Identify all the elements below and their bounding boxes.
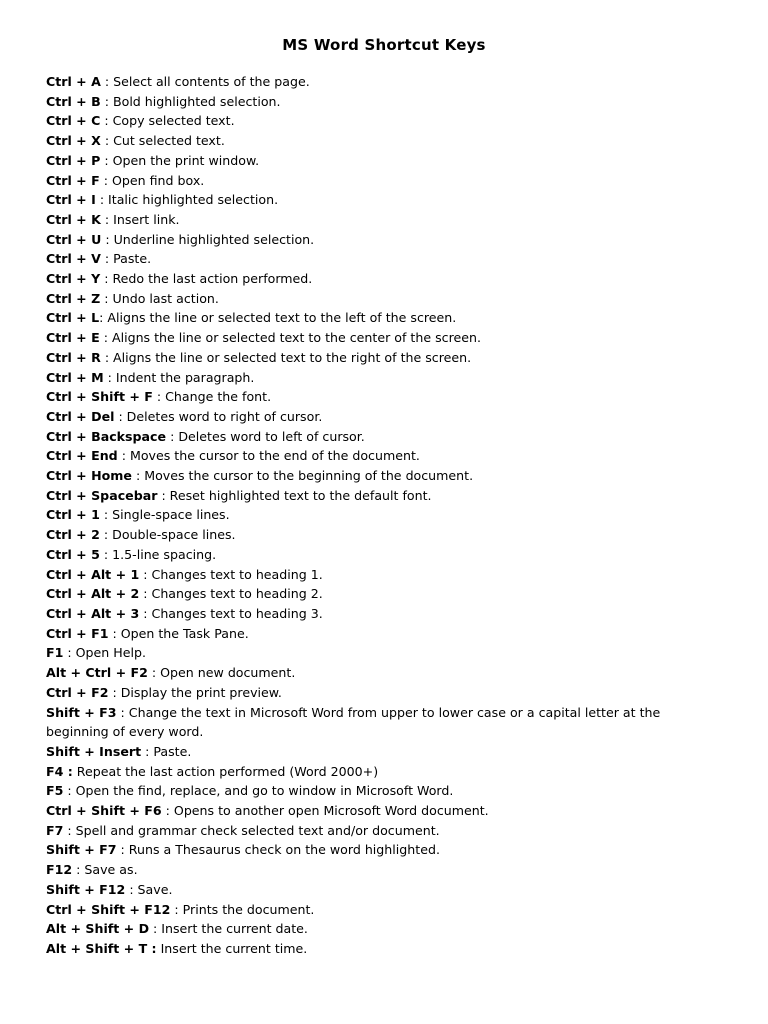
- shortcut-key: Shift + F3: [46, 704, 117, 720]
- shortcut-description: : Changes text to heading 1.: [139, 566, 323, 582]
- shortcut-description: : Change the font.: [152, 389, 272, 405]
- shortcut-key: Ctrl + 5: [46, 546, 100, 562]
- shortcut-key: Ctrl + L: [46, 310, 100, 326]
- shortcut-item: [46, 328, 726, 348]
- shortcut-key: Ctrl + 2: [46, 527, 100, 543]
- shortcut-description: : Deletes word to left of cursor.: [166, 428, 365, 444]
- shortcut-key: Alt + Shift + T :: [46, 940, 157, 956]
- shortcut-key: Ctrl + Alt + 2: [46, 586, 140, 602]
- shortcut-key: Ctrl + F: [46, 172, 100, 188]
- shortcut-item: [46, 269, 726, 289]
- shortcut-description: : Redo the last action performed.: [100, 271, 313, 287]
- shortcut-key: Ctrl + Shift + F6: [46, 803, 162, 819]
- shortcut-item: [46, 860, 726, 880]
- shortcut-description: : Open new document.: [147, 665, 296, 681]
- shortcut-item: [46, 72, 726, 92]
- shortcut-key: Ctrl + Shift + F12: [46, 901, 171, 917]
- shortcut-description: : Save.: [125, 881, 173, 897]
- shortcut-description: : Double-space lines.: [99, 527, 236, 543]
- shortcut-description: : Aligns the line or selected text to the right of the screen.: [100, 349, 472, 365]
- shortcut-item: [46, 545, 726, 565]
- shortcut-item: [46, 368, 726, 388]
- shortcut-description: : Display the print preview.: [108, 684, 282, 700]
- shortcut-item: [46, 801, 726, 821]
- shortcut-key: Ctrl + Shift + F: [46, 389, 153, 405]
- shortcut-description: : Select all contents of the page.: [100, 74, 310, 89]
- shortcut-description: : Deletes word to right of cursor.: [114, 408, 323, 424]
- shortcut-item: [46, 565, 726, 585]
- shortcut-item: [46, 151, 726, 171]
- shortcut-key: Ctrl + X: [46, 133, 101, 149]
- shortcut-key: Shift + F12: [46, 881, 126, 897]
- shortcut-description: : Open the print window.: [100, 152, 260, 168]
- shortcut-description: : Open find box.: [99, 172, 205, 188]
- shortcut-item: [46, 111, 726, 131]
- shortcut-key: Ctrl + Home: [46, 468, 132, 484]
- shortcut-key: Ctrl + E: [46, 330, 100, 346]
- shortcut-item: [46, 663, 726, 683]
- shortcut-key: F5: [46, 783, 64, 799]
- shortcut-description: : Bold highlighted selection.: [100, 93, 281, 109]
- shortcut-description: : Change the text in Microsoft Word from upper to lower case or a capital letter at the beginning of every word.: [46, 704, 661, 740]
- shortcut-item: [46, 703, 726, 742]
- shortcut-key: Alt + Ctrl + F2: [46, 665, 148, 681]
- shortcut-description: : Moves the cursor to the beginning of the document.: [131, 468, 474, 484]
- shortcut-item: [46, 210, 726, 230]
- shortcut-key: Ctrl + Y: [46, 271, 101, 287]
- shortcut-key: Ctrl + V: [46, 251, 101, 267]
- shortcut-item: [46, 762, 726, 782]
- shortcut-key: F4 :: [46, 763, 73, 779]
- shortcut-item: [46, 348, 726, 368]
- shortcut-key: Shift + F7: [46, 842, 117, 858]
- shortcut-key: Ctrl + B: [46, 93, 101, 109]
- shortcut-item: [46, 230, 726, 250]
- shortcut-item: [46, 289, 726, 309]
- shortcut-item: [46, 840, 726, 860]
- shortcut-description: : Aligns the line or selected text to the left of the screen.: [99, 310, 457, 326]
- shortcut-key: Ctrl + R: [46, 349, 101, 365]
- shortcut-item: [46, 919, 726, 939]
- shortcut-description: : Open the find, replace, and go to window in Microsoft Word.: [63, 783, 454, 799]
- shortcut-key: Ctrl + Del: [46, 408, 115, 424]
- shortcut-description: : Indent the paragraph.: [103, 369, 255, 385]
- shortcut-item: [46, 171, 726, 191]
- shortcut-description: : 1.5-line spacing.: [99, 546, 217, 562]
- shortcut-description: : Copy selected text.: [100, 113, 235, 129]
- shortcut-key: Ctrl + K: [46, 211, 101, 227]
- shortcut-item: [46, 387, 726, 407]
- shortcut-description: : Italic highlighted selection.: [95, 192, 279, 208]
- shortcut-item: [46, 821, 726, 841]
- shortcut-list: [46, 72, 726, 959]
- shortcut-description: : Cut selected text.: [100, 133, 225, 149]
- shortcut-item: [46, 505, 726, 525]
- shortcut-description: : Single-space lines.: [99, 507, 230, 523]
- shortcut-item: [46, 427, 726, 447]
- shortcut-key: Ctrl + F2: [46, 684, 109, 700]
- shortcut-description: : Insert link.: [100, 211, 180, 227]
- shortcut-description: : Insert the current date.: [149, 921, 308, 937]
- shortcut-item: [46, 308, 726, 328]
- shortcut-item: [46, 781, 726, 801]
- shortcut-description: : Reset highlighted text to the default font.: [157, 487, 432, 503]
- shortcut-item: [46, 466, 726, 486]
- shortcut-description: : Paste.: [100, 251, 152, 267]
- shortcut-key: Ctrl + F1: [46, 625, 109, 641]
- shortcut-key: Ctrl + Z: [46, 290, 101, 306]
- shortcut-key: Ctrl + End: [46, 448, 118, 464]
- shortcut-key: Ctrl + 1: [46, 507, 100, 523]
- shortcut-key: F7: [46, 822, 64, 838]
- shortcut-description: : Prints the document.: [170, 901, 315, 917]
- shortcut-description: : Changes text to heading 3.: [139, 605, 323, 621]
- shortcut-key: Alt + Shift + D: [46, 921, 150, 937]
- shortcut-key: F1: [46, 645, 64, 661]
- shortcut-item: [46, 92, 726, 112]
- shortcut-item: [46, 604, 726, 624]
- shortcut-item: [46, 249, 726, 269]
- shortcut-item: [46, 683, 726, 703]
- shortcut-key: Ctrl + P: [46, 152, 101, 168]
- shortcut-description: : Moves the cursor to the end of the document.: [117, 448, 420, 464]
- shortcut-description: : Runs a Thesaurus check on the word highlighted.: [116, 842, 440, 858]
- shortcut-key: Shift + Insert: [46, 743, 142, 759]
- shortcut-description: : Save as.: [72, 862, 138, 878]
- shortcut-description: : Undo last action.: [100, 290, 219, 306]
- shortcut-key: Ctrl + Spacebar: [46, 487, 158, 503]
- shortcut-key: Ctrl + C: [46, 113, 101, 129]
- shortcut-item: [46, 486, 726, 506]
- shortcut-item: [46, 900, 726, 920]
- shortcut-item: [46, 742, 726, 762]
- shortcut-item: [46, 624, 726, 644]
- shortcut-item: [46, 643, 726, 663]
- shortcut-description: : Underline highlighted selection.: [101, 231, 315, 247]
- shortcut-description: : Aligns the line or selected text to the center of the screen.: [99, 330, 481, 346]
- shortcut-key: Ctrl + A: [46, 74, 101, 89]
- shortcut-description: : Changes text to heading 2.: [139, 586, 323, 602]
- shortcut-item: [46, 525, 726, 545]
- shortcut-key: Ctrl + M: [46, 369, 104, 385]
- shortcut-key: Ctrl + Alt + 1: [46, 566, 140, 582]
- page-title: MS Word Shortcut Keys: [282, 36, 486, 54]
- shortcut-key: Ctrl + Alt + 3: [46, 605, 140, 621]
- shortcut-description: : Spell and grammar check selected text and/or document.: [63, 822, 440, 838]
- shortcut-description: : Open Help.: [63, 645, 146, 661]
- shortcut-description: Repeat the last action performed (Word 2000+): [72, 763, 379, 779]
- shortcut-description: : Opens to another open Microsoft Word document.: [161, 803, 489, 819]
- shortcut-item: [46, 446, 726, 466]
- shortcut-item: [46, 407, 726, 427]
- shortcut-key: Ctrl + U: [46, 231, 102, 247]
- shortcut-description: Insert the current time.: [156, 940, 308, 956]
- shortcut-key: F12: [46, 862, 73, 878]
- shortcut-key: Ctrl + I: [46, 192, 96, 208]
- shortcut-item: [46, 131, 726, 151]
- shortcut-description: : Open the Task Pane.: [108, 625, 249, 641]
- shortcut-item: [46, 880, 726, 900]
- shortcut-item: [46, 939, 726, 959]
- shortcut-key: Ctrl + Backspace: [46, 428, 167, 444]
- shortcut-item: [46, 584, 726, 604]
- shortcut-item: [46, 190, 726, 210]
- shortcut-description: : Paste.: [141, 743, 192, 759]
